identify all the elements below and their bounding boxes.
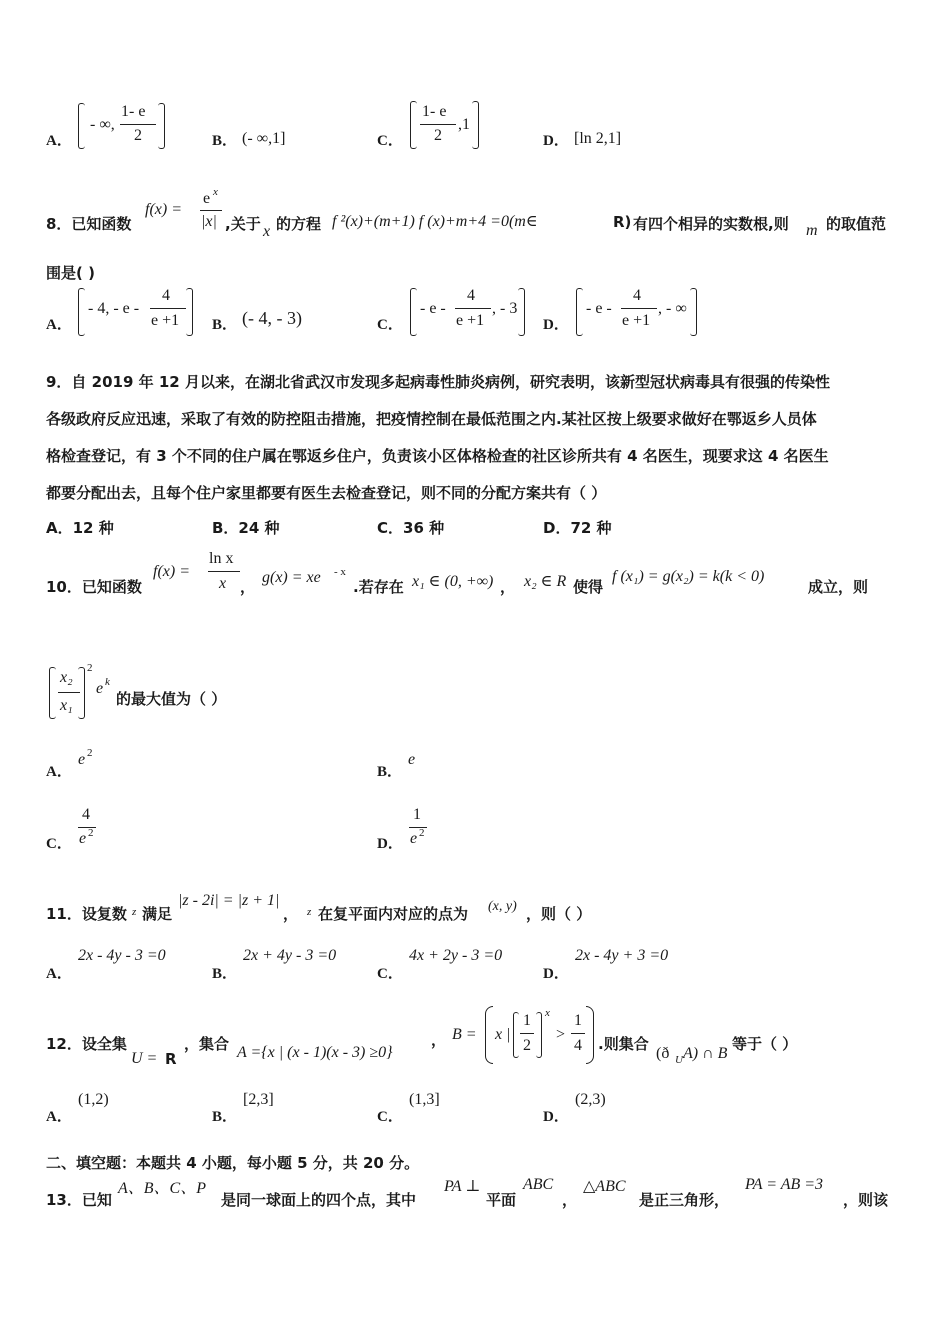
q10-f-num: ln x <box>209 550 234 567</box>
q8-option-c-left: - e - <box>420 300 446 317</box>
q12-B-left-brace <box>485 1006 493 1064</box>
q10-option-d-label: D． <box>377 836 403 852</box>
q12-B-right-fraction-bar <box>571 1033 585 1034</box>
q8-func-num-sup: x <box>213 186 218 198</box>
q10-f-fraction-bar <box>208 571 240 572</box>
q8-mid3: 有四个相异的实数根,则 <box>633 215 789 233</box>
q10-equation: f (x₁) = g(x₂) = k(k < 0) <box>612 568 765 585</box>
q8-mid1: ,关于 <box>225 215 261 233</box>
q7-option-b-label: B． <box>212 133 238 149</box>
q12-B-right-brace <box>586 1006 594 1064</box>
q10-option-d-num: 1 <box>413 806 421 823</box>
q8-func-den: |x| <box>201 213 217 230</box>
q8-mid4: 的取值范 <box>826 215 887 233</box>
q13-prefix: 13．已知 <box>46 1191 112 1209</box>
q11-option-c-label: C． <box>377 966 403 982</box>
q8-option-c-num: 4 <box>467 287 475 304</box>
q13-mid2: 平面 <box>486 1191 517 1209</box>
q12-B-gt: > <box>556 1026 566 1043</box>
q10-option-a-label: A． <box>46 764 72 780</box>
q9-line1: 9．自 2019 年 12 月以来，在湖北省武汉市发现多起病毒性肺炎病例，研究表明，该新型冠状病毒具有很强的传染性 <box>46 373 830 391</box>
q10-expr-left-paren <box>49 667 56 719</box>
q7-option-c-left-bracket <box>410 101 417 149</box>
q8-func-fraction-bar <box>200 210 222 211</box>
q7-option-a-right-bracket <box>158 103 165 149</box>
q12-comma2: ， <box>431 1031 447 1049</box>
q8-option-d-left: - e - <box>586 300 612 317</box>
q10-option-b-math: e <box>408 751 416 768</box>
q8-option-b-math: (- 4, - 3) <box>242 308 302 328</box>
q7-option-c-fraction-bar <box>420 124 456 125</box>
q11-option-a-math: 2x - 4y - 3 =0 <box>78 947 166 964</box>
q11-mid2: 在复平面内对应的点为 <box>318 905 469 923</box>
q10-expr-den: x₁ <box>60 697 73 714</box>
q8-option-a-num: 4 <box>162 287 170 304</box>
q10-option-c-den: e <box>79 830 87 847</box>
q12-B-rnum: 1 <box>574 1012 582 1029</box>
q13-equation: PA = AB =3 <box>745 1176 824 1193</box>
q12-set-expr: (ð <box>656 1045 670 1062</box>
q8-option-c-fraction-bar <box>455 308 491 309</box>
q11-option-b-label: B． <box>212 966 238 982</box>
q12-option-a-math: (1,2) <box>78 1091 109 1108</box>
q8-option-c-right-bracket <box>518 288 525 336</box>
q11-option-d-math: 2x - 4y + 3 =0 <box>575 947 669 964</box>
q8-R: R) <box>613 213 632 231</box>
q9-option-d: D．72 种 <box>543 519 612 537</box>
q8-option-d-fraction-bar <box>621 308 657 309</box>
q12-R: R <box>165 1050 177 1068</box>
q12-option-b-math: [2,3] <box>243 1091 274 1108</box>
q10-f-den: x <box>219 575 227 592</box>
q7-option-a-den: 2 <box>134 127 142 144</box>
q8-option-d-left-bracket <box>576 288 583 336</box>
q8-option-c-label: C． <box>377 317 403 333</box>
q12-B-inner: x | <box>495 1026 511 1043</box>
q9-line3: 格检查登记，有 3 个不同的住户属在鄂返乡住户，负责该小区体格检查的社区诊所共有 4 名医生，现要求这 4 名医生 <box>46 447 829 465</box>
q8-option-d-num: 4 <box>633 287 641 304</box>
q10-option-a-sup: 2 <box>87 747 93 759</box>
q12-mid: .则集合 <box>598 1035 649 1053</box>
q10-expr-num: x₂ <box>60 669 73 686</box>
q13-mid1: 是同一球面上的四个点，其中 <box>221 1191 417 1209</box>
q8-option-b-label: B． <box>212 317 238 333</box>
q10-option-c-label: C． <box>46 836 72 852</box>
q13-mid3: 是正三角形， <box>639 1191 730 1209</box>
q10-f-lhs: f(x) = <box>153 563 190 580</box>
q12-B-sup: x <box>545 1007 550 1019</box>
q12-B-right-paren <box>536 1012 542 1058</box>
q10-comma1: ， <box>240 578 256 596</box>
q10-prefix: 10．已知函数 <box>46 578 142 596</box>
q7-option-c-num: 1- e <box>422 103 447 120</box>
q8-option-a-left-bracket <box>78 288 85 336</box>
q12-option-d-math: (2,3) <box>575 1091 606 1108</box>
q11-condition: |z - 2i| = |z + 1| <box>178 892 280 909</box>
q10-option-c-num: 4 <box>82 806 90 823</box>
q12-option-c-math: (1,3] <box>409 1091 440 1108</box>
q10-option-d-den: e <box>410 830 418 847</box>
q8-var-m: m <box>806 222 818 239</box>
q11-prefix: 11．设复数 <box>46 905 127 923</box>
q8-option-a-den: e +1 <box>151 312 180 329</box>
q9-option-c: C．36 种 <box>377 519 445 537</box>
q9-option-a: A．12 种 <box>46 519 114 537</box>
q8-option-c-den: e +1 <box>456 312 485 329</box>
q12-set-sub: U <box>675 1054 683 1066</box>
q12-B-fraction-bar <box>520 1033 534 1034</box>
q11-var-z2: z <box>307 906 312 918</box>
q10-comma2: ， <box>500 578 516 596</box>
q10-expr-e: e <box>96 680 104 697</box>
q10-option-b-label: B． <box>377 764 403 780</box>
q7-option-c-label: C． <box>377 133 403 149</box>
q7-option-d-label: D． <box>543 133 569 149</box>
q12-B-left-paren <box>513 1012 519 1058</box>
q8-option-a-right-bracket <box>186 288 193 336</box>
q7-option-b-math: (- ∞,1] <box>242 130 286 147</box>
q11-var-z: z <box>132 906 137 918</box>
q11-option-a-label: A． <box>46 966 72 982</box>
q13-suffix: ，则该 <box>843 1191 889 1209</box>
q7-option-a-fraction-bar <box>120 124 156 125</box>
q12-B-lhs: B = <box>452 1026 477 1043</box>
q12-prefix: 12．设全集 <box>46 1035 127 1053</box>
q10-expr-pow: 2 <box>87 662 93 674</box>
q12-A-def: A ={x | (x - 1)(x - 3) ≥0} <box>237 1044 393 1061</box>
q12-U-eq: U = <box>131 1050 158 1067</box>
q8-option-d-right-bracket <box>690 288 697 336</box>
q8-option-a-left: - 4, - e - <box>88 300 140 317</box>
q12-suffix: 等于（ ） <box>732 1035 798 1053</box>
q8-option-a-label: A． <box>46 317 72 333</box>
q8-prefix: 8．已知函数 <box>46 215 132 233</box>
q8-equation: f ²(x)+(m+1) f (x)+m+4 =0(m∈ <box>332 213 538 230</box>
q10-mid3: 成立，则 <box>808 578 869 596</box>
q10-expr-fraction-bar <box>58 692 80 693</box>
q12-B-rden: 4 <box>574 1037 582 1054</box>
q11-point: (x, y) <box>488 899 517 914</box>
q8-line2: 围是( ) <box>46 264 95 282</box>
q8-option-d-right: , - ∞ <box>658 300 687 317</box>
q11-suffix: ，则（ ） <box>526 905 592 923</box>
q9-option-b: B．24 种 <box>212 519 280 537</box>
q10-mid1: .若存在 <box>353 578 404 596</box>
q13-triangle: △ABC <box>583 1178 626 1195</box>
q10-x2-cond: x₂ ∈ R <box>524 573 567 590</box>
q11-comma: ， <box>283 905 299 923</box>
q12-option-d-label: D． <box>543 1109 569 1125</box>
q8-var-x: x <box>263 223 271 240</box>
q7-option-c-den: 2 <box>434 127 442 144</box>
q12-option-a-label: A． <box>46 1109 72 1125</box>
q10-option-a-base: e <box>78 751 86 768</box>
q7-option-a-left-bracket <box>78 103 85 149</box>
q8-option-d-den: e +1 <box>622 312 651 329</box>
q10-g-def: g(x) = xe <box>262 569 321 586</box>
q13-plane: ABC <box>523 1176 554 1193</box>
q7-option-d-math: [ln 2,1] <box>574 130 622 147</box>
q12-B-den: 2 <box>523 1037 531 1054</box>
q11-option-d-label: D． <box>543 966 569 982</box>
q8-mid2: 的方程 <box>276 215 322 233</box>
q12-B-num: 1 <box>523 1012 531 1029</box>
section-2-heading: 二、填空题：本题共 4 小题，每小题 5 分，共 20 分。 <box>46 1154 420 1172</box>
q9-line2: 各级政府反应迅速，采取了有效的防控阻击措施，把疫情控制在最低范围之内.某社区按上级要求做好在鄂返乡人员体 <box>46 410 817 428</box>
q10-expr-k: k <box>105 676 110 688</box>
q7-option-c-right-bracket <box>472 101 479 149</box>
q7-option-a-left: - ∞, <box>90 116 115 133</box>
q8-option-d-label: D． <box>543 317 569 333</box>
q9-line4: 都要分配出去，且每个住户家里都要有医生去检查登记，则不同的分配方案共有（ ） <box>46 484 607 502</box>
q10-suffix: 的最大值为（ ） <box>116 690 227 708</box>
q12-comma1: ，集合 <box>184 1035 230 1053</box>
q10-option-d-den-sup: 2 <box>419 827 425 839</box>
q8-option-c-left-bracket <box>410 288 417 336</box>
q8-func-num: e <box>203 190 211 207</box>
q8-option-c-right: , - 3 <box>492 300 518 317</box>
q7-option-a-label: A． <box>46 133 72 149</box>
q11-option-b-math: 2x + 4y - 3 =0 <box>243 947 337 964</box>
q10-mid2: 使得 <box>573 578 604 596</box>
q12-set-rest: A) ∩ B <box>683 1045 728 1062</box>
q7-option-a-num: 1- e <box>121 103 146 120</box>
q13-perp: PA ⊥ <box>444 1178 481 1195</box>
q10-expr-right-paren <box>78 667 85 719</box>
q13-points: A、B、C、P <box>118 1180 206 1197</box>
q10-g-sup: - x <box>334 566 346 578</box>
q13-comma1: ， <box>562 1191 578 1209</box>
q11-mid1: 满足 <box>142 905 173 923</box>
q8-option-a-fraction-bar <box>150 308 186 309</box>
q11-option-c-math: 4x + 2y - 3 =0 <box>409 947 503 964</box>
q12-option-b-label: B． <box>212 1109 238 1125</box>
q7-option-c-right: ,1 <box>458 116 470 133</box>
q10-option-c-den-sup: 2 <box>88 827 94 839</box>
q12-option-c-label: C． <box>377 1109 403 1125</box>
q8-func-lhs: f(x) = <box>145 201 182 218</box>
q10-x1-cond: x₁ ∈ (0, +∞) <box>412 573 494 590</box>
